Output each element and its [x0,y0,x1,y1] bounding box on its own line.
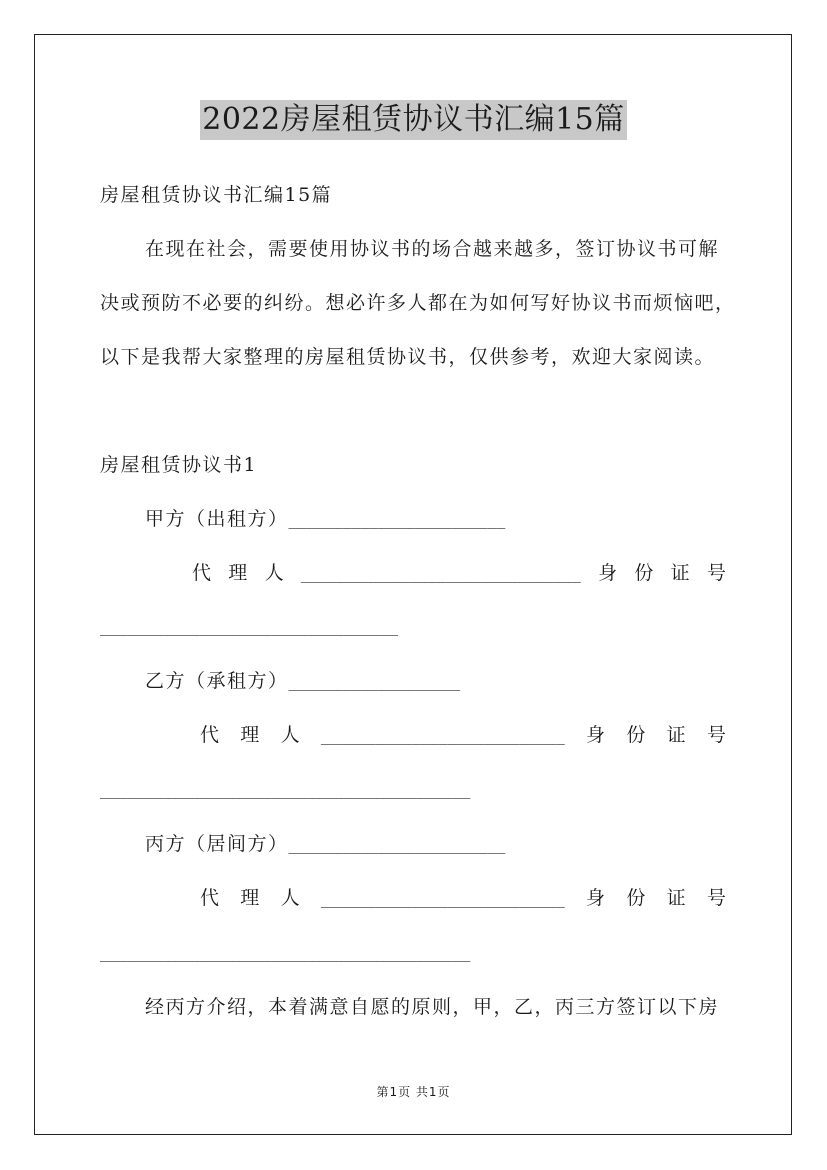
section-heading: 房屋租赁协议书1 [100,454,258,476]
agent-char: 人 [264,562,284,584]
id-char: 号 [706,724,726,746]
intro-line-3: 以下是我帮大家整理的房屋租赁协议书，仅供参考，欢迎大家阅读。 [100,346,716,368]
party-a-agent-row [100,560,726,587]
party-c-agent-row [100,885,726,912]
id-char: 号 [706,887,726,909]
party-c-blank: ________________________ [288,836,506,854]
id-char: 份 [634,562,654,584]
party-a-id-blank: _________________________________ [100,618,399,636]
party-a-blank: ________________________ [288,511,506,529]
closing-line: 经丙方介绍，本着满意自愿的原则，甲，乙，丙三方签订以下房 [145,996,720,1018]
title-container [0,100,827,140]
party-b-blank: ___________________ [288,673,461,691]
document-subtitle: 房屋租赁协议书汇编15篇 [100,184,333,206]
agent-char: 理 [228,562,248,584]
intro-line-1: 在现在社会，需要使用协议书的场合越来越多，签订协议书可解 [145,238,720,260]
party-c-agent-blank: ___________________________ [320,890,565,908]
id-char: 证 [666,887,686,909]
agent-char: 理 [240,887,260,909]
party-c-id-blank: _________________________________________ [100,944,471,962]
agent-char: 代 [192,562,212,584]
id-char: 号 [706,562,726,584]
agent-char: 代 [200,887,220,909]
party-c-row [145,831,505,858]
agent-char: 理 [240,724,260,746]
agent-char: 人 [280,887,300,909]
agent-char: 人 [280,724,300,746]
document-title: 2022房屋租赁协议书汇编15篇 [200,100,627,140]
party-a-row [145,506,505,533]
id-char: 证 [666,724,686,746]
id-char: 身 [586,724,606,746]
party-a-label: 甲方（出租方） [145,508,289,530]
agent-char: 代 [200,724,220,746]
id-char: 身 [586,887,606,909]
party-b-label: 乙方（承租方） [145,670,289,692]
party-c-label: 丙方（居间方） [145,833,289,855]
party-b-agent-blank: ___________________________ [320,727,565,745]
id-char: 身 [598,562,618,584]
id-char: 证 [670,562,690,584]
party-b-id-blank: _________________________________________ [100,781,471,799]
party-b-agent-row [100,722,726,749]
party-a-agent-blank: _______________________________ [300,565,581,583]
page-footer: 第1页 共1页 [376,1085,451,1099]
party-b-row [145,668,460,695]
id-char: 份 [626,724,646,746]
intro-line-2: 决或预防不必要的纠纷。想必许多人都在为如何写好协议书而烦恼吧， [100,292,736,314]
id-char: 份 [626,887,646,909]
